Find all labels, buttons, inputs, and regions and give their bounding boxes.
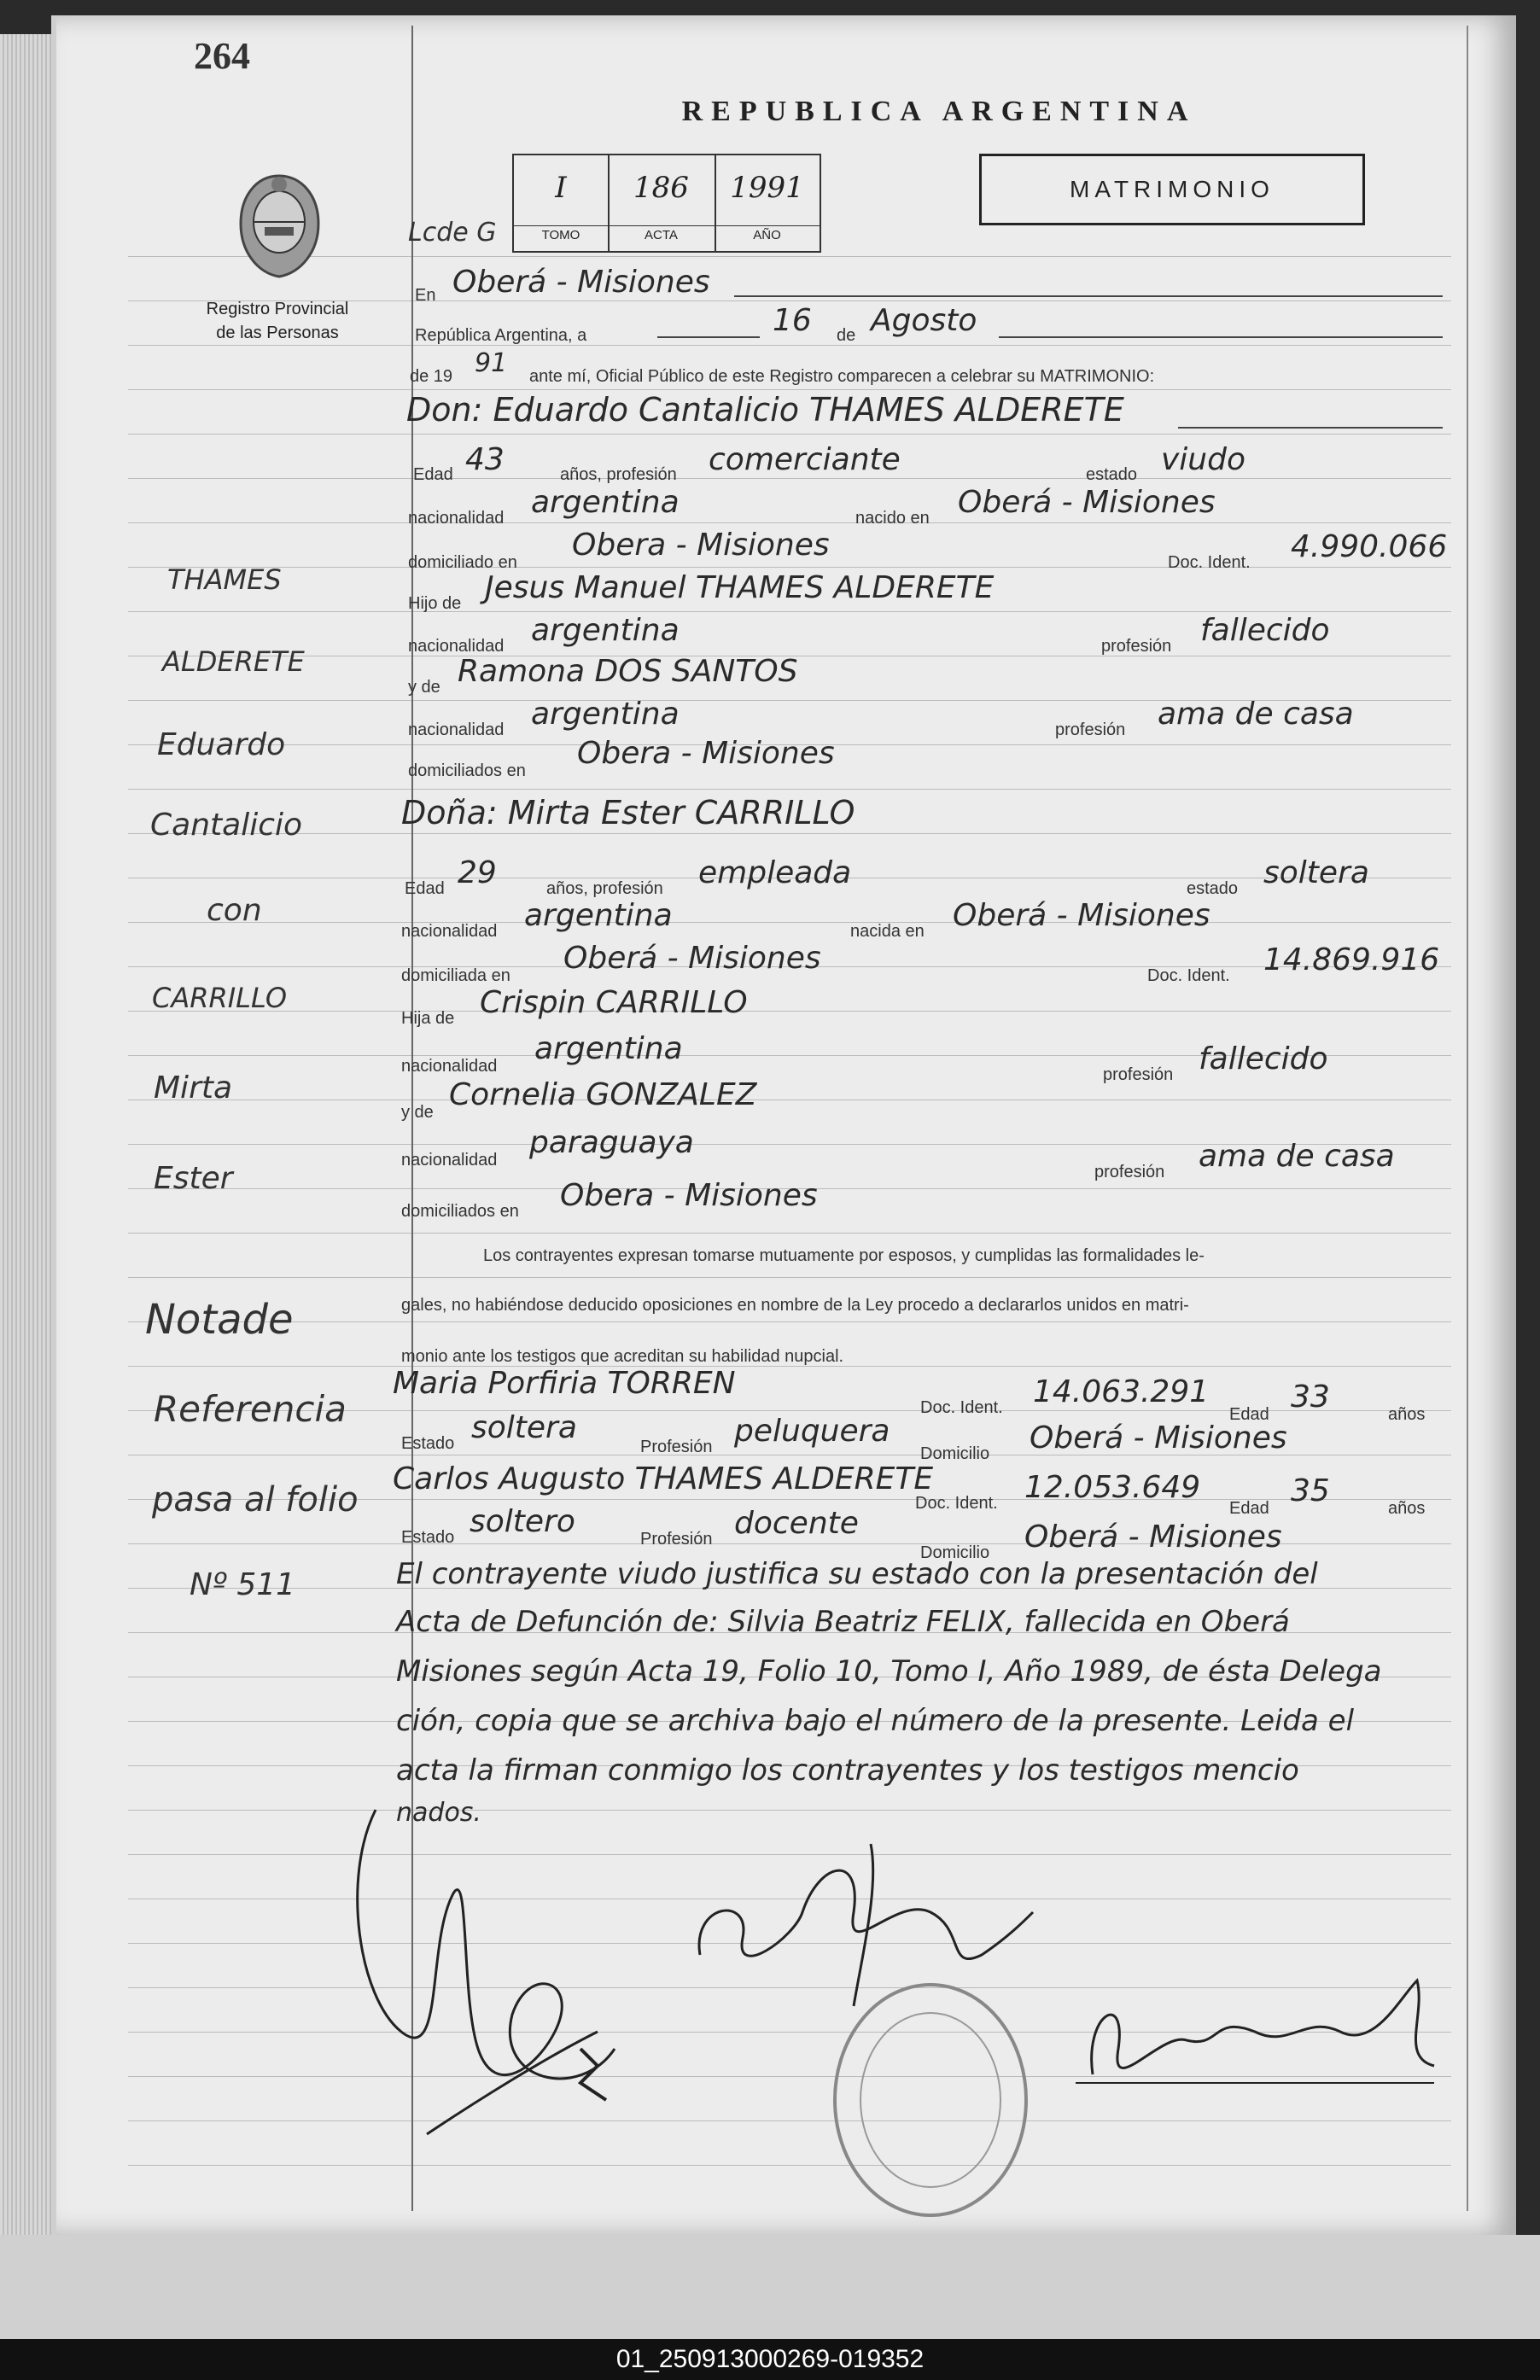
official-stamp-icon xyxy=(820,1972,1041,2228)
bride-father-prof-label: profesión xyxy=(1103,1065,1174,1084)
witness2-estado-label: Estado xyxy=(401,1528,455,1547)
witness1-estado: soltera xyxy=(471,1410,577,1445)
acta-value: 186 xyxy=(633,171,689,205)
margin-note-carrillo: CARRILLO xyxy=(152,982,287,1014)
groom-mother-label: y de xyxy=(408,678,440,697)
groom-father-prof: fallecido xyxy=(1200,613,1330,648)
bride-profesion: empleada xyxy=(698,855,852,890)
de-label: de xyxy=(837,326,856,345)
declaration-line-3: monio ante los testigos que acreditan su habilidad nupcial. xyxy=(401,1347,844,1366)
witness2-name: Carlos Augusto THAMES ALDERETE xyxy=(393,1461,934,1496)
en-value: Oberá - Misiones xyxy=(452,265,710,300)
witness1-edad: 33 xyxy=(1291,1380,1330,1415)
bride-edad-label: Edad xyxy=(405,879,445,898)
notes-line-1: El contrayente viudo justifica su estado con la presentación del xyxy=(396,1557,1318,1591)
bride-estado: soltera xyxy=(1263,855,1369,890)
registry-label xyxy=(171,297,384,345)
margin-note-nota: Notade xyxy=(145,1296,294,1344)
bride-mother-prof-label: profesión xyxy=(1094,1163,1165,1181)
groom-nacido-label: nacido en xyxy=(855,509,930,528)
groom-edad-label: Edad xyxy=(413,465,453,484)
underline xyxy=(734,295,1443,297)
bride-domicilio: Oberá - Misiones xyxy=(563,941,821,976)
groom-name: Don: Eduardo Cantalicio THAMES ALDERETE xyxy=(406,391,1124,429)
witness1-estado-label: Estado xyxy=(401,1434,455,1453)
groom-father-nac: argentina xyxy=(531,613,680,648)
tomo-cell xyxy=(514,155,610,251)
en-label: En xyxy=(415,286,436,305)
witness1-dom: Oberá - Misiones xyxy=(1030,1420,1287,1455)
witness2-dom-label: Domicilio xyxy=(920,1543,990,1562)
margin-note-cantalicio: Cantalicio xyxy=(150,808,303,843)
ruled-line xyxy=(128,478,1451,479)
ruled-line xyxy=(128,434,1451,435)
ruled-line xyxy=(128,789,1451,790)
intro-text: ante mí, Oficial Público de este Registro comparecen a celebrar su MATRIMONIO: xyxy=(529,367,1155,386)
groom-parents-dom: Obera - Misiones xyxy=(577,736,835,771)
bride-name: Doña: Mirta Ester CARRILLO xyxy=(401,794,855,831)
tomo-value: I xyxy=(555,171,567,205)
book-spine xyxy=(0,34,51,2237)
groom-edad: 43 xyxy=(465,442,505,477)
record-type-box: MATRIMONIO xyxy=(979,154,1365,225)
witness1-name: Maria Porfiria TORREN xyxy=(393,1366,736,1401)
bride-mother-nac: paraguaya xyxy=(529,1125,694,1160)
underline xyxy=(657,336,760,338)
margin-note-referencia: Referencia xyxy=(154,1388,347,1430)
groom-nacido: Oberá - Misiones xyxy=(958,485,1216,520)
groom-estado-label: estado xyxy=(1086,465,1138,484)
bride-mother-label: y de xyxy=(401,1103,434,1122)
ruled-line xyxy=(128,389,1451,390)
groom-father-nac-label: nacionalidad xyxy=(408,637,505,656)
witness2-doc-label: Doc. Ident. xyxy=(915,1494,998,1513)
margin-note-number: Nº 511 xyxy=(190,1567,296,1602)
witness2-dom: Oberá - Misiones xyxy=(1024,1520,1282,1555)
declaration-line-1: Los contrayentes expresan tomarse mutuamente por esposos, y cumplidas las formalidades le- xyxy=(483,1246,1205,1265)
declaration-line-2: gales, no habiéndose deducido oposiciones en nombre de la Ley procedo a declararlos unidos en matri- xyxy=(401,1296,1189,1315)
bride-hija-label: Hija de xyxy=(401,1009,455,1028)
ruled-line xyxy=(128,345,1451,346)
groom-estado: viudo xyxy=(1161,442,1245,477)
witness1-prof-label: Profesión xyxy=(640,1438,713,1456)
day-value: 16 xyxy=(773,303,812,338)
margin-note-alderete: ALDERETE xyxy=(162,645,305,678)
groom-mother-prof-label: profesión xyxy=(1055,720,1126,739)
year-prefix: de 19 xyxy=(410,367,453,386)
bride-mother: Cornelia GONZALEZ xyxy=(449,1077,757,1112)
witness2-prof-label: Profesión xyxy=(640,1530,713,1549)
groom-mother-nac: argentina xyxy=(531,697,680,732)
acta-label: ACTA xyxy=(608,225,715,242)
notes-line-2: Acta de Defunción de: Silvia Beatriz FELIX, fallecida en Oberá xyxy=(396,1605,1290,1639)
groom-father-prof-label: profesión xyxy=(1101,637,1172,656)
groom-parents-dom-label: domiciliados en xyxy=(408,761,526,780)
bride-nacida-label: nacida en xyxy=(850,922,925,941)
underline xyxy=(999,336,1443,338)
witness2-anos: años xyxy=(1388,1499,1426,1518)
groom-profesion-label: años, profesión xyxy=(560,465,677,484)
tomo-acta-year-box xyxy=(512,154,821,253)
groom-domicilio: Obera - Misiones xyxy=(572,528,830,563)
witness2-estado: soltero xyxy=(470,1504,575,1539)
tomo-label: TOMO xyxy=(514,225,608,242)
year-value: 1991 xyxy=(730,171,804,205)
notes-line-4: ción, copia que se archiva bajo el número de la presente. Leida el xyxy=(396,1704,1355,1738)
witness2-prof: docente xyxy=(734,1506,859,1541)
bride-parents-dom: Obera - Misiones xyxy=(560,1178,818,1213)
signature-right-icon xyxy=(1059,1963,1451,2117)
signature-left-icon xyxy=(324,1776,683,2185)
groom-nac-label: nacionalidad xyxy=(408,509,505,528)
witness1-dom-label: Domicilio xyxy=(920,1444,990,1463)
ruled-line xyxy=(128,1277,1451,1278)
witness2-edad-label: Edad xyxy=(1229,1499,1269,1518)
margin-note-thames: THAMES xyxy=(167,563,282,596)
bride-edad: 29 xyxy=(458,855,497,890)
bride-doc: 14.869.916 xyxy=(1263,942,1440,977)
groom-mother: Ramona DOS SANTOS xyxy=(458,654,798,689)
bride-nac-label: nacionalidad xyxy=(401,922,498,941)
registry-label-line1: Registro Provincial xyxy=(206,300,349,318)
republica-label: República Argentina, a xyxy=(415,326,587,345)
page-edge xyxy=(0,2235,1540,2339)
image-id-footer: 01_250913000269-019352 xyxy=(0,2339,1540,2380)
page-title: REPUBLICA ARGENTINA xyxy=(681,96,1197,127)
groom-profesion: comerciante xyxy=(709,442,901,477)
groom-father: Jesus Manuel THAMES ALDERETE xyxy=(485,570,995,605)
year-suffix: 91 xyxy=(475,348,508,378)
witness2-edad: 35 xyxy=(1291,1473,1330,1508)
groom-doc: 4.990.066 xyxy=(1291,529,1448,564)
bride-father-nac-label: nacionalidad xyxy=(401,1057,498,1076)
witness2-doc: 12.053.649 xyxy=(1024,1470,1201,1505)
month-value: Agosto xyxy=(871,303,977,338)
bride-estado-label: estado xyxy=(1187,879,1239,898)
ruled-line xyxy=(128,522,1451,523)
bride-father-prof: fallecido xyxy=(1199,1041,1328,1076)
groom-mother-prof: ama de casa xyxy=(1158,697,1354,732)
margin-note-folio: pasa al folio xyxy=(152,1480,359,1520)
year-cell xyxy=(715,155,820,251)
bride-father: Crispin CARRILLO xyxy=(480,985,748,1020)
groom-hijo-label: Hijo de xyxy=(408,594,462,613)
margin-note-mirta: Mirta xyxy=(154,1070,233,1105)
year-label: AÑO xyxy=(715,225,820,242)
bride-nacida: Oberá - Misiones xyxy=(953,898,1210,933)
bride-mother-prof: ama de casa xyxy=(1199,1139,1395,1174)
groom-nacionalidad: argentina xyxy=(531,485,680,520)
notes-line-6: nados. xyxy=(396,1798,481,1828)
notes-line-5: acta la firman conmigo los contrayentes y los testigos mencio xyxy=(396,1753,1299,1788)
witness1-edad-label: Edad xyxy=(1229,1405,1269,1424)
acta-cell xyxy=(608,155,716,251)
margin-note-ester: Ester xyxy=(154,1161,233,1196)
bride-doc-label: Doc. Ident. xyxy=(1147,966,1230,985)
witness1-anos: años xyxy=(1388,1405,1426,1424)
margin-note-con: con xyxy=(207,893,262,928)
underline xyxy=(1178,427,1443,429)
margin-note-eduardo: Eduardo xyxy=(157,727,286,762)
witness1-doc: 14.063.291 xyxy=(1033,1374,1210,1409)
ruled-line xyxy=(128,611,1451,612)
notes-line-3: Misiones según Acta 19, Folio 10, Tomo I, Año 1989, de ésta Delega xyxy=(396,1654,1382,1689)
groom-dom-label: domiciliado en xyxy=(408,553,517,572)
bride-nacionalidad: argentina xyxy=(524,898,673,933)
witness1-prof: peluquera xyxy=(734,1414,890,1449)
page-number: 264 xyxy=(194,35,250,77)
groom-doc-label: Doc. Ident. xyxy=(1168,553,1251,572)
bride-parents-dom-label: domiciliados en xyxy=(401,1202,519,1221)
groom-mother-nac-label: nacionalidad xyxy=(408,720,505,739)
bride-mother-nac-label: nacionalidad xyxy=(401,1151,498,1170)
bride-profesion-label: años, profesión xyxy=(546,879,663,898)
bride-dom-label: domiciliada en xyxy=(401,966,510,985)
lcde-note: Lcde G xyxy=(408,218,497,248)
witness1-doc-label: Doc. Ident. xyxy=(920,1398,1003,1417)
bride-father-nac: argentina xyxy=(534,1031,683,1066)
coat-of-arms-icon xyxy=(230,171,329,282)
registry-label-line2: de las Personas xyxy=(216,324,339,342)
ruled-line xyxy=(128,1233,1451,1234)
right-border-line xyxy=(1467,26,1468,2211)
